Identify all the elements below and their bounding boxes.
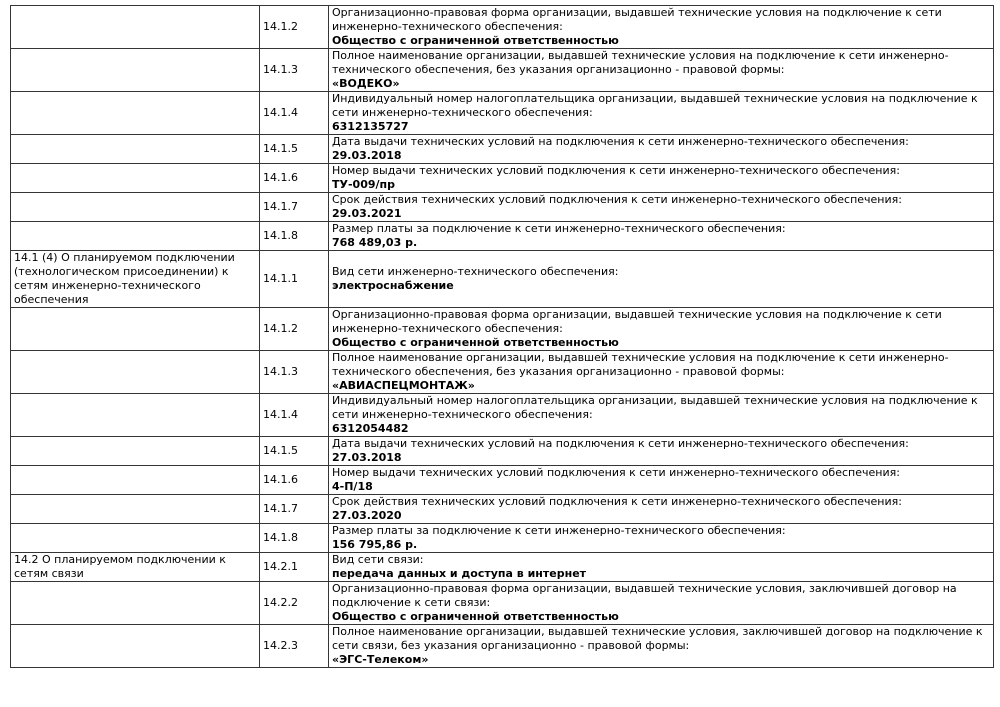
item-number: 14.1.4 (260, 394, 329, 437)
field-cell (329, 582, 994, 625)
section-cell (11, 92, 260, 135)
field-label: Организационно-правовая форма организации, выдавшей технические условия на подключение к сети инженерно-технического обеспечения: (332, 308, 942, 335)
table-row (11, 394, 994, 437)
field-cell (329, 92, 994, 135)
table-row (11, 92, 994, 135)
field-cell (329, 466, 994, 495)
item-number: 14.1.2 (260, 6, 329, 49)
field-value: ТУ-009/пр (332, 178, 396, 191)
table-row (11, 466, 994, 495)
table-row (11, 553, 994, 582)
item-number: 14.2.2 (260, 582, 329, 625)
item-number: 14.1.2 (260, 308, 329, 351)
field-cell (329, 308, 994, 351)
item-number: 14.1.6 (260, 466, 329, 495)
field-value: 29.03.2021 (332, 207, 402, 220)
field-value: 4-П/18 (332, 480, 373, 493)
table-row (11, 222, 994, 251)
field-value: 27.03.2020 (332, 509, 402, 522)
table-row (11, 437, 994, 466)
field-label: Организационно-правовая форма организации, выдавшей технические условия, заключившей договор на подключение к сети связи: (332, 582, 957, 609)
field-label: Номер выдачи технических условий подключения к сети инженерно-технического обеспечения: (332, 466, 900, 479)
field-label: Вид сети связи: (332, 553, 424, 566)
field-cell (329, 222, 994, 251)
field-cell (329, 524, 994, 553)
item-number: 14.1.5 (260, 135, 329, 164)
field-value: 6312135727 (332, 120, 409, 133)
section-cell (11, 193, 260, 222)
field-value: 768 489,03 р. (332, 236, 418, 249)
field-cell (329, 437, 994, 466)
section-cell (11, 308, 260, 351)
section-cell (11, 164, 260, 193)
item-number: 14.1.7 (260, 495, 329, 524)
section-cell (11, 222, 260, 251)
field-label: Организационно-правовая форма организации, выдавшей технические условия на подключение к сети инженерно-технического обеспечения: (332, 6, 942, 33)
field-label: Полное наименование организации, выдавшей технические условия на подключение к сети инженерно-технического обеспечения, без указания организационно - правовой формы: (332, 49, 949, 76)
section-cell (11, 437, 260, 466)
field-label: Размер платы за подключение к сети инженерно-технического обеспечения: (332, 222, 786, 235)
table-row (11, 6, 994, 49)
field-label: Срок действия технических условий подключения к сети инженерно-технического обеспечения: (332, 193, 902, 206)
item-number: 14.1.1 (260, 251, 329, 308)
field-label: Полное наименование организации, выдавшей технические условия, заключившей договор на подключение к сети связи, без указания организационно - правовой формы: (332, 625, 983, 652)
field-label: Дата выдачи технических условий на подключения к сети инженерно-технического обеспечения: (332, 437, 909, 450)
field-value: 156 795,86 р. (332, 538, 418, 551)
field-cell (329, 6, 994, 49)
table-row (11, 351, 994, 394)
section-cell (11, 466, 260, 495)
table-row (11, 524, 994, 553)
field-value: «АВИАСПЕЦМОНТАЖ» (332, 379, 475, 392)
section-cell (11, 524, 260, 553)
field-value: передача данных и доступа в интернет (332, 567, 587, 580)
section-cell: 14.2 О планируемом подключении к сетям связи (11, 553, 260, 582)
item-number: 14.1.3 (260, 49, 329, 92)
field-value: 27.03.2018 (332, 451, 402, 464)
field-label: Номер выдачи технических условий подключения к сети инженерно-технического обеспечения: (332, 164, 900, 177)
item-number: 14.1.5 (260, 437, 329, 466)
field-label: Полное наименование организации, выдавшей технические условия на подключение к сети инженерно-технического обеспечения, без указания организационно - правовой формы: (332, 351, 949, 378)
table-row (11, 164, 994, 193)
field-cell (329, 49, 994, 92)
table-row (11, 308, 994, 351)
field-value: «ЭГС-Телеком» (332, 653, 429, 666)
field-cell (329, 351, 994, 394)
field-value: Общество с ограниченной ответственностью (332, 34, 619, 47)
section-cell (11, 6, 260, 49)
field-value: «ВОДЕКО» (332, 77, 400, 90)
item-number: 14.1.3 (260, 351, 329, 394)
field-cell (329, 164, 994, 193)
section-cell (11, 394, 260, 437)
field-cell (329, 135, 994, 164)
field-label: Дата выдачи технических условий на подключения к сети инженерно-технического обеспечения: (332, 135, 909, 148)
section-cell (11, 49, 260, 92)
table-row (11, 135, 994, 164)
item-number: 14.1.4 (260, 92, 329, 135)
field-value: 29.03.2018 (332, 149, 402, 162)
item-number: 14.1.6 (260, 164, 329, 193)
table-row (11, 495, 994, 524)
field-value: Общество с ограниченной ответственностью (332, 336, 619, 349)
table-row (11, 251, 994, 308)
item-number: 14.1.8 (260, 524, 329, 553)
section-cell (11, 135, 260, 164)
section-cell (11, 625, 260, 668)
table-row (11, 625, 994, 668)
field-cell (329, 193, 994, 222)
field-value: 6312054482 (332, 422, 409, 435)
item-number: 14.2.1 (260, 553, 329, 582)
table-row (11, 49, 994, 92)
field-cell (329, 553, 994, 582)
field-label: Индивидуальный номер налогоплательщика организации, выдавшей технические условия на подключение к сети инженерно-технического обеспечения: (332, 394, 978, 421)
field-cell (329, 495, 994, 524)
item-number: 14.1.8 (260, 222, 329, 251)
table-row (11, 582, 994, 625)
field-value: Общество с ограниченной ответственностью (332, 610, 619, 623)
field-label: Размер платы за подключение к сети инженерно-технического обеспечения: (332, 524, 786, 537)
field-cell (329, 625, 994, 668)
table-row (11, 193, 994, 222)
field-cell (329, 394, 994, 437)
section-cell (11, 351, 260, 394)
item-number: 14.2.3 (260, 625, 329, 668)
section-cell: 14.1 (4) О планируемом подключении (технологическом присоединении) к сетям инженерно-технического обеспечения (11, 251, 260, 308)
field-label: Вид сети инженерно-технического обеспечения: (332, 265, 619, 278)
field-label: Индивидуальный номер налогоплательщика организации, выдавшей технические условия на подключение к сети инженерно-технического обеспечения: (332, 92, 978, 119)
field-cell (329, 251, 994, 308)
field-label: Срок действия технических условий подключения к сети инженерно-технического обеспечения: (332, 495, 902, 508)
section-cell (11, 582, 260, 625)
section-cell (11, 495, 260, 524)
field-value: электроснабжение (332, 279, 454, 292)
declaration-table (10, 5, 994, 668)
item-number: 14.1.7 (260, 193, 329, 222)
